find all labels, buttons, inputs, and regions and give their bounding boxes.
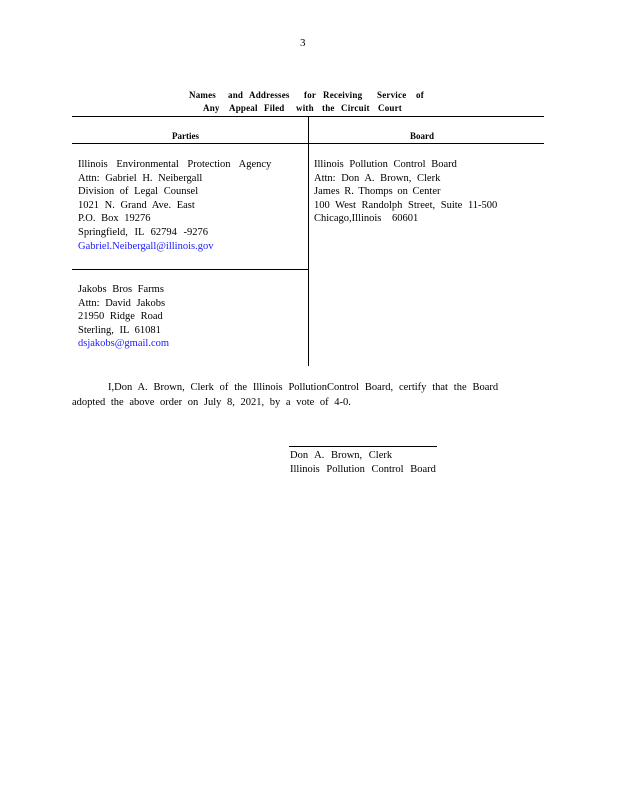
address-line: Illinois Environmental Protection Agency <box>78 159 272 170</box>
heading-word: Names <box>189 90 216 100</box>
parties-column-header: Parties <box>172 131 199 141</box>
signature-line <box>289 446 437 447</box>
address-line: Jakobs Bros Farms <box>78 284 164 295</box>
heading-word: with <box>296 103 314 113</box>
address-line: 100 West Randolph Street, Suite 11-500 <box>314 199 498 211</box>
certification-line-2: adopted the above order on July 8, 2021, by a vote of 4-0. <box>72 397 351 408</box>
heading-word: Appeal <box>229 103 258 113</box>
address-line: Division of Legal Counsel <box>78 186 199 198</box>
table-header-rule <box>72 143 544 144</box>
address-line: 21950 Ridge Road <box>78 311 163 323</box>
address-line: James R. Thomps on Center <box>314 186 441 198</box>
address-line: P.O. Box 19276 <box>78 213 151 225</box>
heading-word: and <box>228 90 244 100</box>
heading-word: Circuit <box>341 103 370 113</box>
party-jakobs-email[interactable]: dsjakobs@gmail.com <box>78 338 170 350</box>
board-column-header: Board <box>410 131 435 141</box>
page-number: 3 <box>300 37 306 49</box>
address-line: 1021 N. Grand Ave. East <box>78 199 195 211</box>
address-line: Attn: Don A. Brown, Clerk <box>314 172 441 184</box>
heading-word: the <box>322 103 335 113</box>
heading-word: for <box>304 90 317 100</box>
heading-word: Addresses <box>249 90 290 100</box>
heading-word: Receiving <box>323 90 363 100</box>
board-address <box>314 158 497 226</box>
address-line: Springfield, IL 62794 -9276 <box>78 226 209 238</box>
signature-name: Don A. Brown, Clerk <box>290 450 393 461</box>
parties-row-divider <box>72 269 308 270</box>
address-line: Attn: David Jakobs <box>78 297 166 309</box>
heading-word: Any <box>203 103 220 113</box>
address-line: Chicago,Illinois 60601 <box>314 213 419 225</box>
certification-line-1: I,Don A. Brown, Clerk of the Illinois PollutionControl Board, certify that the Board <box>108 382 499 393</box>
party-iepa-email[interactable]: Gabriel.Neibergall@illinois.gov <box>78 240 214 252</box>
heading-word: Court <box>378 103 402 113</box>
address-line: Attn: Gabriel H. Neibergall <box>78 172 203 184</box>
address-line: Illinois Pollution Control Board <box>314 159 457 170</box>
party-iepa-address <box>78 158 271 253</box>
heading-word: of <box>416 90 424 100</box>
table-column-divider <box>308 116 309 366</box>
heading-word: Filed <box>264 103 285 113</box>
heading-word: Service <box>377 90 407 100</box>
party-jakobs-address <box>78 283 169 351</box>
address-line: Sterling, IL 61081 <box>78 324 161 336</box>
signature-organization: Illinois Pollution Control Board <box>290 464 436 475</box>
